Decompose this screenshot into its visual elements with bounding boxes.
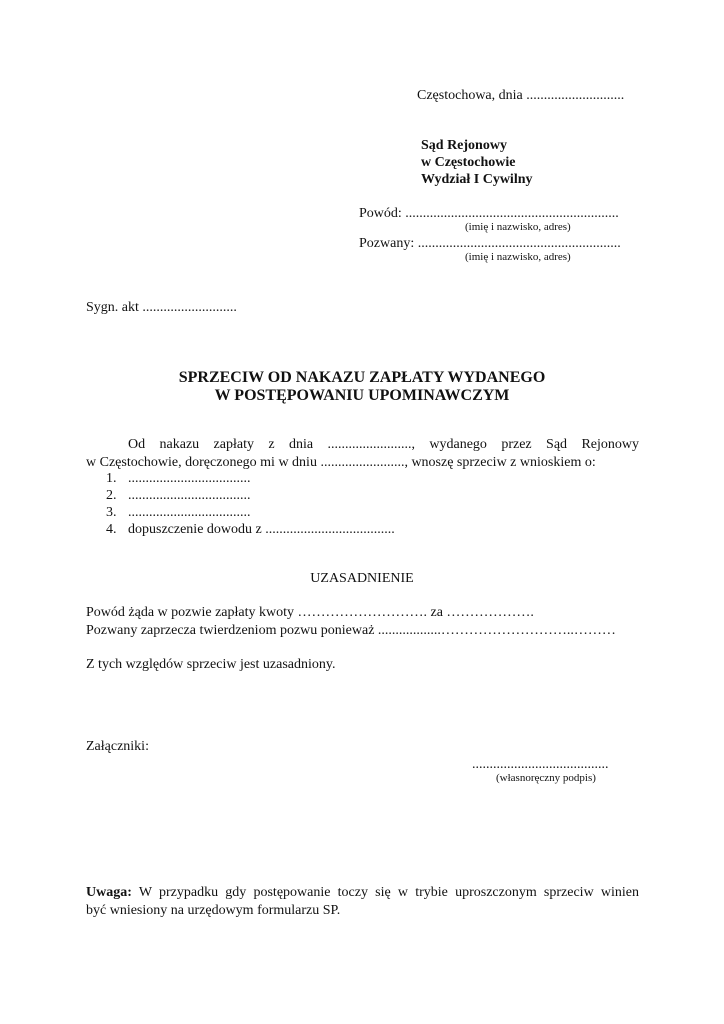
justification-line2: Pozwany zaprzecza twierdzeniom pozwu ponieważ ..................………………………..……… <box>86 623 616 638</box>
list-number: 2. <box>106 488 117 503</box>
court-name: Sąd Rejonowy <box>421 138 507 153</box>
court-division: Wydział I Cywilny <box>421 172 533 187</box>
list-item <box>106 487 395 504</box>
note-text: W przypadku gdy postępowanie toczy się w trybie uproszczonym sprzeciw winien <box>131 885 639 900</box>
court-block <box>421 137 533 188</box>
list-text: ................................... <box>128 505 251 520</box>
justification-line1: Powód żąda w pozwie zapłaty kwoty ………………………. za ………………. <box>86 605 534 620</box>
list-text: dopuszczenie dowodu z ..................................... <box>128 522 395 537</box>
court-city: w Częstochowie <box>421 155 516 170</box>
document-title-line1: SPRZECIW OD NAKAZU ZAPŁATY WYDANEGO <box>178 369 546 386</box>
justification-heading: UZASADNIENIE <box>310 571 414 586</box>
note-line1 <box>86 884 639 901</box>
intro-line2: w Częstochowie, doręczonego mi w dniu ........................, wnoszę sprzeciw z wnioskiem o: <box>86 455 596 470</box>
list-item <box>106 521 395 538</box>
signature-line: ....................................... <box>472 757 609 772</box>
list-number: 1. <box>106 471 117 486</box>
request-list <box>106 470 395 538</box>
defendant-field: Pozwany: .......................................................... <box>359 236 621 251</box>
case-reference: Sygn. akt ........................... <box>86 300 237 315</box>
document-title-line2: W POSTĘPOWANIU UPOMINAWCZYM <box>214 387 510 404</box>
place-date: Częstochowa, dnia ............................ <box>417 88 625 103</box>
list-number: 4. <box>106 522 117 537</box>
plaintiff-field: Powód: ............................................................. <box>359 206 619 221</box>
attachments-label: Załączniki: <box>86 739 149 754</box>
defendant-hint: (imię i nazwisko, adres) <box>465 251 571 263</box>
note-line2: być wniesiony na urzędowym formularzu SP. <box>86 903 341 918</box>
justification-conclusion: Z tych względów sprzeciw jest uzasadniony. <box>86 657 336 672</box>
list-text: ................................... <box>128 488 251 503</box>
list-item <box>106 504 395 521</box>
plaintiff-hint: (imię i nazwisko, adres) <box>465 221 571 233</box>
list-text: ................................... <box>128 471 251 486</box>
signature-caption: (własnoręczny podpis) <box>496 772 596 784</box>
note-label: Uwaga: <box>86 885 132 900</box>
intro-line1: Od nakazu zapłaty z dnia ........................, wydanego przez Sąd Rejonowy <box>128 437 639 452</box>
list-number: 3. <box>106 505 117 520</box>
list-item <box>106 470 395 487</box>
